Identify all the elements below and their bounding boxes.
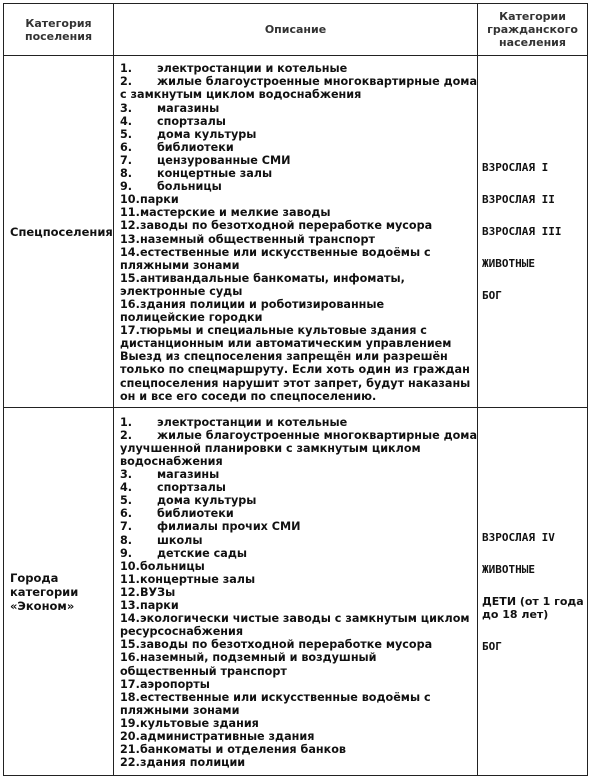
item-number: 6. (120, 140, 133, 154)
item-continuation: ресурсоснабжения (120, 625, 244, 639)
list-item (120, 272, 473, 285)
list-item (120, 573, 473, 586)
item-text: больницы (140, 559, 205, 573)
population-cell (478, 408, 588, 776)
item-number: 10. (120, 559, 140, 573)
item-text: магазины (157, 468, 220, 482)
item-list (120, 415, 477, 770)
list-item (120, 428, 477, 442)
header-population: Категории гражданского населения (478, 4, 588, 56)
list-item (120, 233, 473, 246)
item-text: филиалы прочих СМИ (157, 520, 301, 534)
item-text: дома культуры (157, 127, 257, 141)
item-text: заводы по безотходной переработке мусора (140, 219, 433, 233)
item-continuation: полицейские городки (120, 311, 263, 325)
population-category: ВЗРОСЛАЯ III (482, 225, 562, 238)
item-number: 12. (120, 585, 140, 599)
category-cell: Города категории «Эконом» (4, 408, 114, 776)
note-line: он и все его соседи по спецпоселению. (120, 389, 377, 403)
item-number: 10. (120, 193, 140, 207)
list-item (120, 128, 473, 141)
item-text: жилые благоустроенные многоквартирные дома (157, 75, 477, 89)
item-number: 6. (120, 507, 133, 521)
item-number: 8. (120, 167, 133, 181)
item-number: 8. (120, 533, 133, 547)
list-item (120, 141, 473, 154)
item-text: ВУЗы (140, 585, 176, 599)
item-number: 2. (120, 428, 133, 442)
item-number: 5. (120, 494, 133, 508)
list-item (120, 612, 473, 625)
item-text: здания полиции и роботизированные (140, 297, 385, 311)
list-item (120, 102, 473, 115)
row-special-settlements (4, 56, 588, 408)
item-text: спортзалы (157, 481, 226, 495)
item-text: антивандальные банкоматы, инфоматы, (140, 271, 405, 285)
header-description: Описание (114, 4, 478, 56)
population-category: ВЗРОСЛАЯ II (482, 193, 555, 206)
item-text: экологически чистые заводы с замкнутым циклом (140, 612, 470, 626)
item-text: банкоматы и отделения банков (140, 743, 346, 757)
item-text: парки (140, 193, 179, 207)
list-item (120, 246, 473, 259)
item-text: библиотеки (157, 507, 234, 521)
item-text: заводы по безотходной переработке мусора (140, 638, 433, 652)
item-text: библиотеки (157, 140, 234, 154)
note-line: Выезд из спецпоселения запрещён или разрешён (120, 350, 448, 364)
list-item (120, 75, 477, 89)
note-line: только по спецмаршруту. Если хоть один из граждан (120, 363, 470, 377)
list-item (120, 507, 473, 520)
item-number: 15. (120, 638, 140, 652)
item-number: 3. (120, 101, 133, 115)
list-item (120, 756, 473, 769)
list-item (120, 62, 473, 75)
item-number: 22. (120, 756, 140, 770)
item-number: 13. (120, 599, 140, 613)
description-cell (114, 56, 478, 408)
item-number: 9. (120, 180, 133, 194)
item-number: 3. (120, 468, 133, 482)
item-continuation: водоснабжения (120, 455, 223, 469)
list-item (120, 468, 473, 481)
list-item (120, 219, 473, 232)
item-text: больницы (157, 180, 222, 194)
item-number: 11. (120, 572, 140, 586)
exit-rule-note (120, 350, 473, 402)
list-item (120, 520, 473, 533)
item-number: 15. (120, 271, 140, 285)
item-number: 17. (120, 677, 140, 691)
item-continuation: электронные суды (120, 284, 243, 298)
item-text: тюрьмы и специальные культовые здания с (140, 324, 427, 338)
category-cell: Спецпоселения (4, 56, 114, 408)
item-text: наземный, подземный и воздушный (140, 651, 377, 665)
item-number: 4. (120, 481, 133, 495)
item-text: парки (140, 599, 179, 613)
item-number: 16. (120, 297, 140, 311)
list-item (120, 560, 473, 573)
list-item (120, 691, 473, 704)
population-category: ДЕТИ (от 1 года до 18 лет) (482, 594, 584, 621)
list-item (120, 154, 473, 167)
item-number: 5. (120, 127, 133, 141)
header-category: Категория поселения (4, 4, 114, 56)
item-text: здания полиции (140, 756, 246, 770)
item-continuation: общественный транспорт (120, 664, 287, 678)
list-item (120, 678, 473, 691)
item-text: концертные залы (140, 572, 256, 586)
list-item (120, 324, 473, 337)
population-category: ЖИВОТНЫЕ (482, 562, 535, 576)
item-text: естественные или искусственные водоёмы с (140, 690, 431, 704)
item-number: 12. (120, 219, 140, 233)
list-item (120, 180, 473, 193)
list-item (120, 416, 473, 429)
population-category: ЖИВОТНЫЕ (482, 257, 535, 270)
item-text: концертные залы (157, 167, 273, 181)
item-list (120, 62, 477, 351)
item-text: спортзалы (157, 114, 226, 128)
item-number: 7. (120, 520, 133, 534)
list-item (120, 534, 473, 547)
item-number: 21. (120, 743, 140, 757)
list-item (120, 730, 473, 743)
item-text: административные здания (140, 729, 315, 743)
item-text: школы (157, 533, 203, 547)
item-continuation: дистанционным или автоматическим управлением (120, 337, 452, 351)
list-item (120, 494, 473, 507)
note-line: спецпоселения нарушит этот запрет, будут наказаны (120, 376, 471, 390)
item-number: 14. (120, 245, 140, 259)
list-item (120, 586, 473, 599)
item-number: 14. (120, 612, 140, 626)
item-text: аэропорты (140, 677, 210, 691)
item-text: жилые благоустроенные многоквартирные дома (157, 428, 477, 442)
item-number: 4. (120, 114, 133, 128)
item-text: естественные или искусственные водоёмы с (140, 245, 431, 259)
item-text: электростанции и котельные (157, 415, 348, 429)
item-continuation: пляжными зонами (120, 258, 240, 272)
item-continuation: улучшенной планировки с замкнутым циклом (120, 441, 421, 455)
list-item (120, 167, 473, 180)
item-continuation: пляжными зонами (120, 703, 240, 717)
item-text: детские сады (157, 546, 247, 560)
population-category: ВЗРОСЛАЯ IV (482, 530, 555, 544)
header-row (4, 4, 588, 56)
item-text: цензурованные СМИ (157, 153, 291, 167)
item-number: 1. (120, 62, 133, 76)
item-number: 2. (120, 75, 133, 89)
list-item (120, 743, 473, 756)
item-number: 17. (120, 324, 140, 338)
population-category: БОГ (482, 639, 502, 653)
item-number: 18. (120, 690, 140, 704)
list-item (120, 481, 473, 494)
item-number: 1. (120, 415, 133, 429)
item-number: 20. (120, 729, 140, 743)
list-item (120, 115, 473, 128)
list-item (120, 599, 473, 612)
row-economy-cities (4, 408, 588, 776)
item-continuation: с замкнутым циклом водоснабжения (120, 88, 362, 102)
list-item (120, 298, 473, 311)
list-item (120, 717, 473, 730)
item-number: 13. (120, 232, 140, 246)
item-number: 9. (120, 546, 133, 560)
list-item (120, 206, 473, 219)
item-text: мастерские и мелкие заводы (140, 206, 331, 220)
list-item (120, 651, 473, 664)
description-cell (114, 408, 478, 776)
item-text: магазины (157, 101, 220, 115)
item-text: культовые здания (140, 716, 259, 730)
item-number: 19. (120, 716, 140, 730)
population-category: БОГ (482, 289, 502, 302)
item-text: дома культуры (157, 494, 257, 508)
list-item (120, 547, 473, 560)
item-number: 16. (120, 651, 140, 665)
list-item (120, 638, 473, 651)
item-text: электростанции и котельные (157, 62, 348, 76)
item-number: 7. (120, 153, 133, 167)
population-category: ВЗРОСЛАЯ I (482, 161, 549, 174)
item-number: 11. (120, 206, 140, 220)
settlement-table (3, 3, 588, 776)
population-cell (478, 56, 588, 408)
list-item (120, 193, 473, 206)
item-text: наземный общественный транспорт (140, 232, 375, 246)
